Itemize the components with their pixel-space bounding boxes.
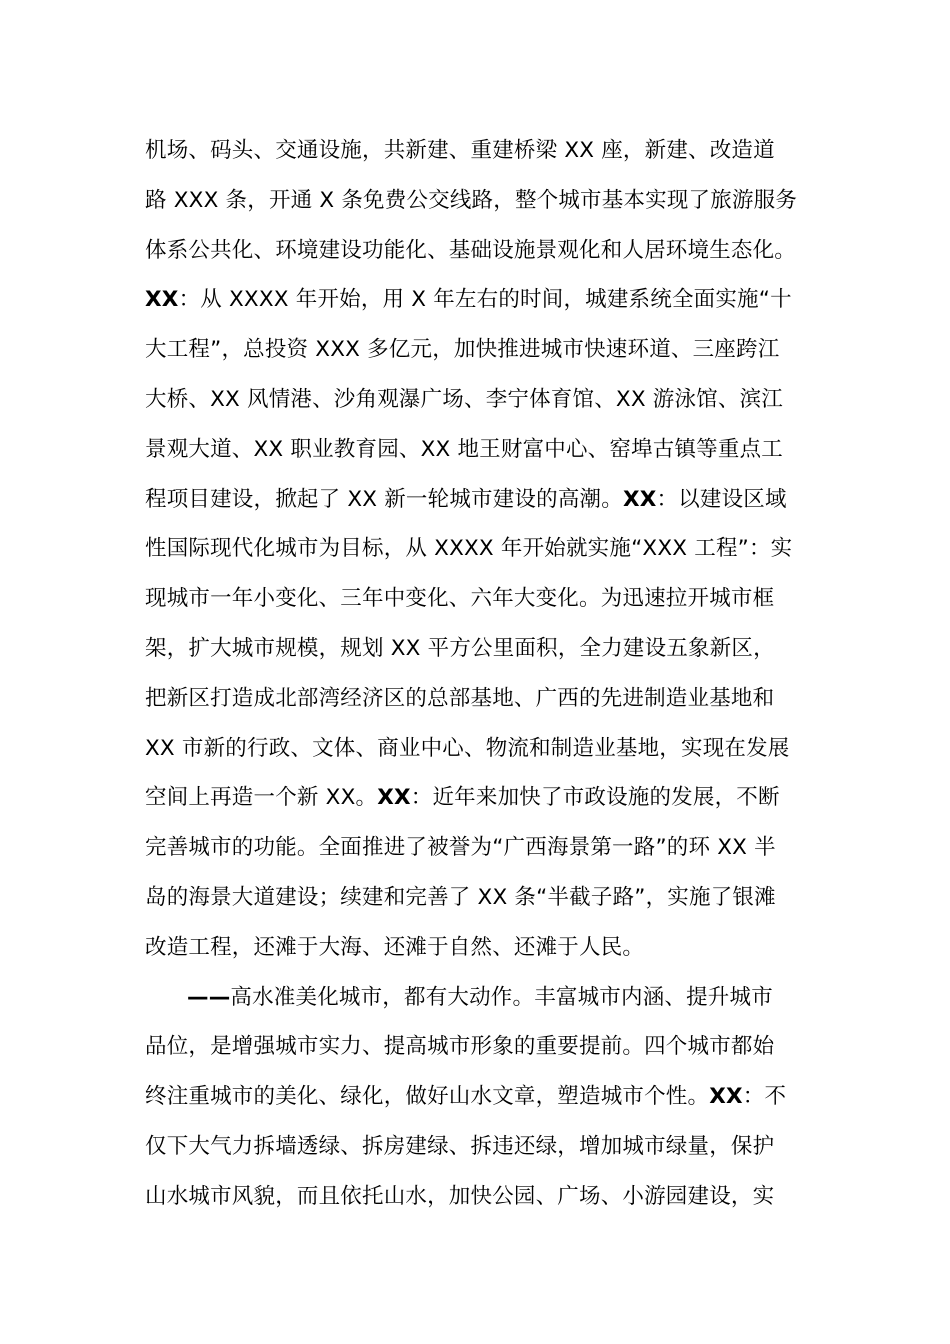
- paragraph-start-line: [145, 973, 815, 1023]
- text-run: 程项目建设，掀起了 XX 新一轮城市建设的高潮。: [145, 486, 623, 512]
- text-line: [145, 1022, 815, 1072]
- text-run: 品位，是增强城市实力、提高城市形象的重要提前。四个城市都始: [145, 1034, 775, 1060]
- text-run: 性国际现代化城市为目标，从 XXXX 年开始就实施“XXX 工程”：实: [145, 536, 793, 562]
- text-run: 仅下大气力拆墙透绿、拆房建绿、拆违还绿，增加城市绿量，保护: [145, 1133, 775, 1159]
- city-label: XX: [709, 1084, 743, 1110]
- city-label: XX: [622, 486, 657, 512]
- text-run: XX 市新的行政、文体、商业中心、物流和制造业基地，实现在发展: [145, 735, 790, 761]
- text-run: 架，扩大城市规模，规划 XX 平方公里面积，全力建设五象新区，: [145, 635, 775, 661]
- text-run: 体系公共化、环境建设功能化、基础设施景观化和人居环境生态化。: [145, 237, 797, 263]
- city-label: XX: [377, 785, 411, 811]
- city-label: XX: [145, 287, 179, 313]
- text-run: 高水准美化城市，都有大动作。丰富城市内涵、提升城市: [230, 984, 773, 1010]
- text-line: [145, 1172, 815, 1222]
- text-line: [145, 1072, 815, 1122]
- text-run: ：以建设区域: [656, 486, 787, 512]
- text-line: [145, 425, 815, 475]
- text-run: ：从 XXXX 年开始，用 X 年左右的时间，城建系统全面实施“十: [178, 287, 792, 313]
- text-line: [145, 325, 815, 375]
- text-line: [145, 226, 815, 276]
- text-run: 空间上再造一个新 XX。: [145, 785, 378, 811]
- text-run: 山水城市风貌，而且依托山水，加快公园、广场、小游园建设，实: [145, 1183, 775, 1209]
- text-run: 岛的海景大道建设；续建和完善了 XX 条“半截子路”，实施了银滩: [145, 884, 776, 910]
- text-run: ：不: [742, 1084, 787, 1110]
- text-line: [145, 574, 815, 624]
- text-line: [145, 524, 815, 574]
- text-run: 现城市一年小变化、三年中变化、六年大变化。为迅速拉开城市框: [145, 586, 775, 612]
- text-line: [145, 674, 815, 724]
- text-line: [145, 1122, 815, 1172]
- text-line: [145, 823, 815, 873]
- text-line: [145, 873, 815, 923]
- text-line: [145, 923, 815, 973]
- text-run: 景观大道、XX 职业教育园、XX 地王财富中心、窑埠古镇等重点工: [145, 436, 783, 462]
- text-run: 终注重城市的美化、绿化，做好山水文章，塑造城市个性。: [145, 1084, 710, 1110]
- text-run: 完善城市的功能。全面推进了被誉为“广西海景第一路”的环 XX 半: [145, 835, 776, 861]
- text-run: 机场、码头、交通设施，共新建、重建桥梁 XX 座，新建、改造道: [145, 138, 775, 163]
- text-line: [145, 275, 815, 325]
- text-line: [145, 624, 815, 674]
- text-line: [145, 724, 815, 774]
- text-line: [145, 475, 815, 525]
- text-run: 把新区打造成北部湾经济区的总部基地、广西的先进制造业基地和: [145, 685, 775, 711]
- text-run: 路 XXX 条，开通 X 条免费公交线路，整个城市基本实现了旅游服务: [145, 187, 798, 213]
- text-run: 大工程”，总投资 XXX 多亿元，加快推进城市快速环道、三座跨江: [145, 337, 780, 363]
- text-run: ：近年来加快了市政设施的发展，不断: [410, 785, 780, 811]
- text-run: 大桥、XX 风情港、沙角观瀑广场、李宁体育馆、XX 游泳馆、滨江: [145, 386, 783, 412]
- text-line: [145, 375, 815, 425]
- text-line: [145, 176, 815, 226]
- em-dash: ——: [187, 984, 231, 1010]
- text-line: [145, 773, 815, 823]
- text-run: 改造工程，还滩于大海、还滩于自然、还滩于人民。: [145, 934, 645, 960]
- text-line: [145, 126, 815, 176]
- body-text: [145, 126, 815, 1222]
